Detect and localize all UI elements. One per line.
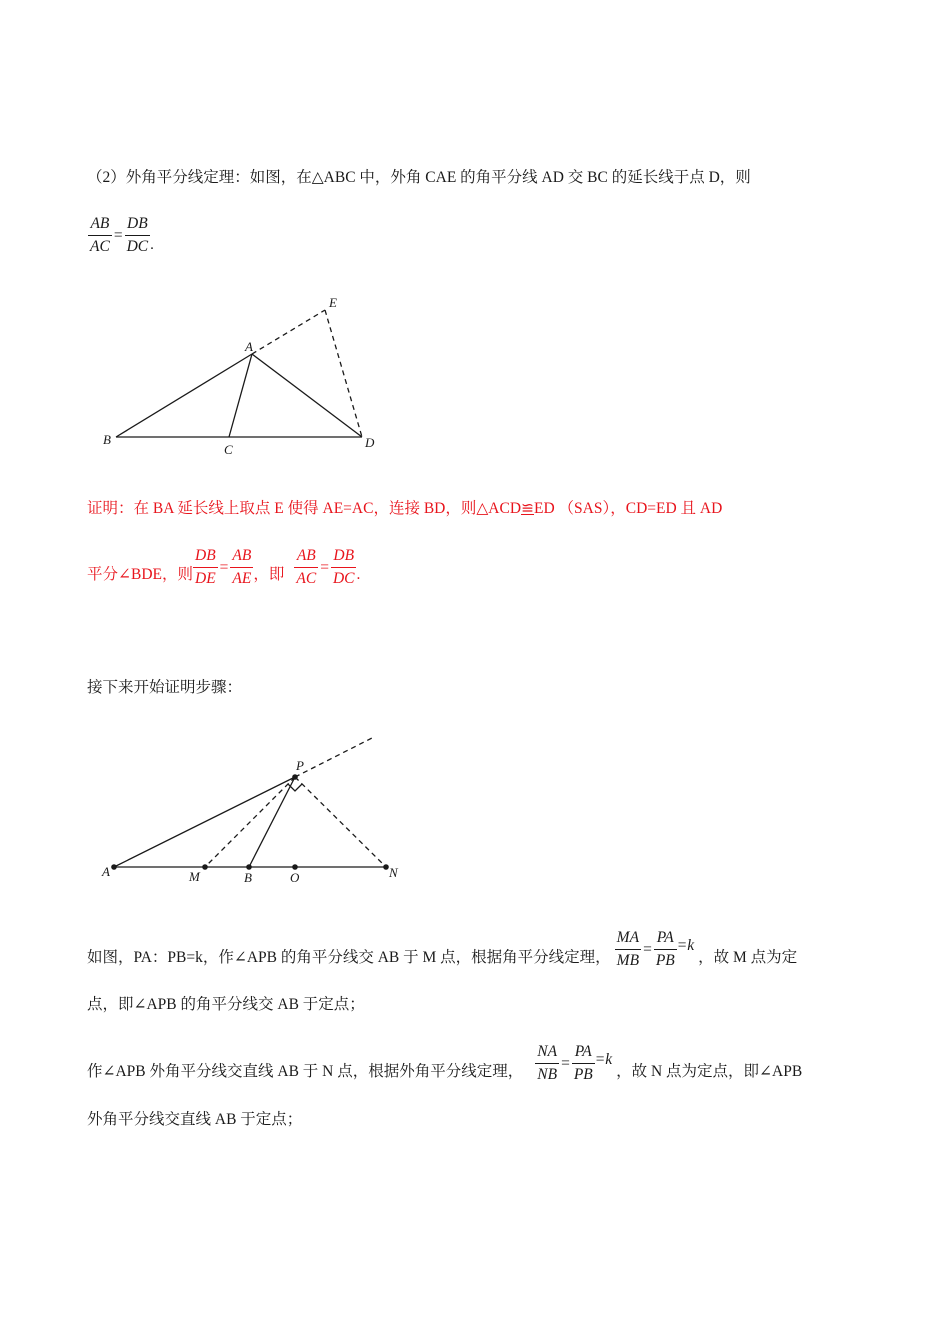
segment-ad: [252, 354, 362, 437]
label-a: A: [102, 864, 110, 879]
fraction-db-dc: $\frac{DB}{DC}$: [126, 215, 149, 255]
fraction-db-de: $\frac{DB}{DE}$: [195, 547, 216, 587]
triangle-figure-2: [0, 720, 950, 900]
fraction-db-dc: $\frac{DB}{DC}$: [332, 547, 355, 587]
theorem-statement: （2）外角平分线定理：如图，在△ABC 中，外角 CAE 的角平分线 AD 交 BC 的延长线于点 D，则: [87, 169, 751, 186]
paragraph-external-bisector: 作∠APB 外角平分线交直线 AB 于 N 点，根据外角平分线定理， $\frac{NA}{NB}$ = $\frac{PA}{PB}$ =k ，故 N 点为定点，即∠APB: [87, 1043, 803, 1083]
label-c: C: [224, 442, 233, 457]
fraction-pa-pb: $\frac{PA}{PB}$: [655, 929, 675, 969]
triangle-figure-1: [0, 0, 950, 470]
point-n: [383, 864, 389, 870]
segment-ae-dashed: [252, 310, 325, 354]
fraction-ab-ac: $\frac{AB}{AC}$: [296, 547, 317, 587]
label-d: D: [365, 435, 375, 450]
paragraph-bisector: 如图，PA：PB=k，作∠APB 的角平分线交 AB 于 M 点，根据角平分线定理， $\frac{MA}{MB}$ = $\frac{PA}{PB}$ =k ，故 M 点为定: [87, 929, 798, 969]
segment-ed-dashed: [325, 310, 362, 437]
theorem-formula: $\frac{AB}{AC}$ = $\frac{DB}{DC}$ .: [90, 215, 154, 255]
extension-ap-dashed: [295, 738, 372, 777]
fraction-ab-ae: $\frac{AB}{AE}$: [232, 547, 252, 587]
congruent-symbol: ≌: [521, 500, 535, 517]
bisector-pm-dashed: [205, 777, 295, 867]
point-b: [246, 864, 252, 870]
paragraph-external-bisector-line-2: 外角平分线交直线 AB 于定点；: [87, 1111, 303, 1128]
point-o: [292, 864, 298, 870]
fraction-na-nb: $\frac{NA}{NB}$: [537, 1043, 558, 1083]
proof-line-2: 平分∠BDE，则 $\frac{DB}{DE}$ = $\frac{AB}{AE}$ ，即 $\frac{AB}{AC}$ = $\frac{DB}{DC}$ .: [87, 547, 361, 587]
external-bisector-pn-dashed: [295, 777, 386, 867]
proof-line-1: 证明：在 BA 延长线上取点 E 使得 AE=AC，连接 BD，则△ACD≌ED （SAS），CD=ED 且 AD: [87, 500, 723, 517]
segment-ap: [114, 777, 295, 867]
paragraph-bisector-line-2: 点，即∠APB 的角平分线交 AB 于定点；: [87, 996, 365, 1013]
label-a: A: [245, 339, 253, 354]
fraction-ma-mb: $\frac{MA}{MB}$: [616, 929, 640, 969]
label-n: N: [389, 865, 398, 880]
label-b: B: [103, 432, 111, 447]
fraction-pa-pb: $\frac{PA}{PB}$: [573, 1043, 593, 1083]
next-steps-heading: 接下来开始证明步骤：: [87, 679, 243, 696]
segment-ba: [116, 354, 252, 437]
fraction-ab-ac: $\frac{AB}{AC}$: [90, 215, 110, 255]
label-e: E: [329, 295, 337, 310]
label-m: M: [189, 869, 200, 884]
point-a: [111, 864, 117, 870]
segment-pb: [249, 777, 295, 867]
point-m: [202, 864, 208, 870]
label-b: B: [244, 870, 252, 885]
point-p: [292, 774, 298, 780]
label-p: P: [296, 758, 304, 773]
label-o: O: [290, 870, 300, 885]
